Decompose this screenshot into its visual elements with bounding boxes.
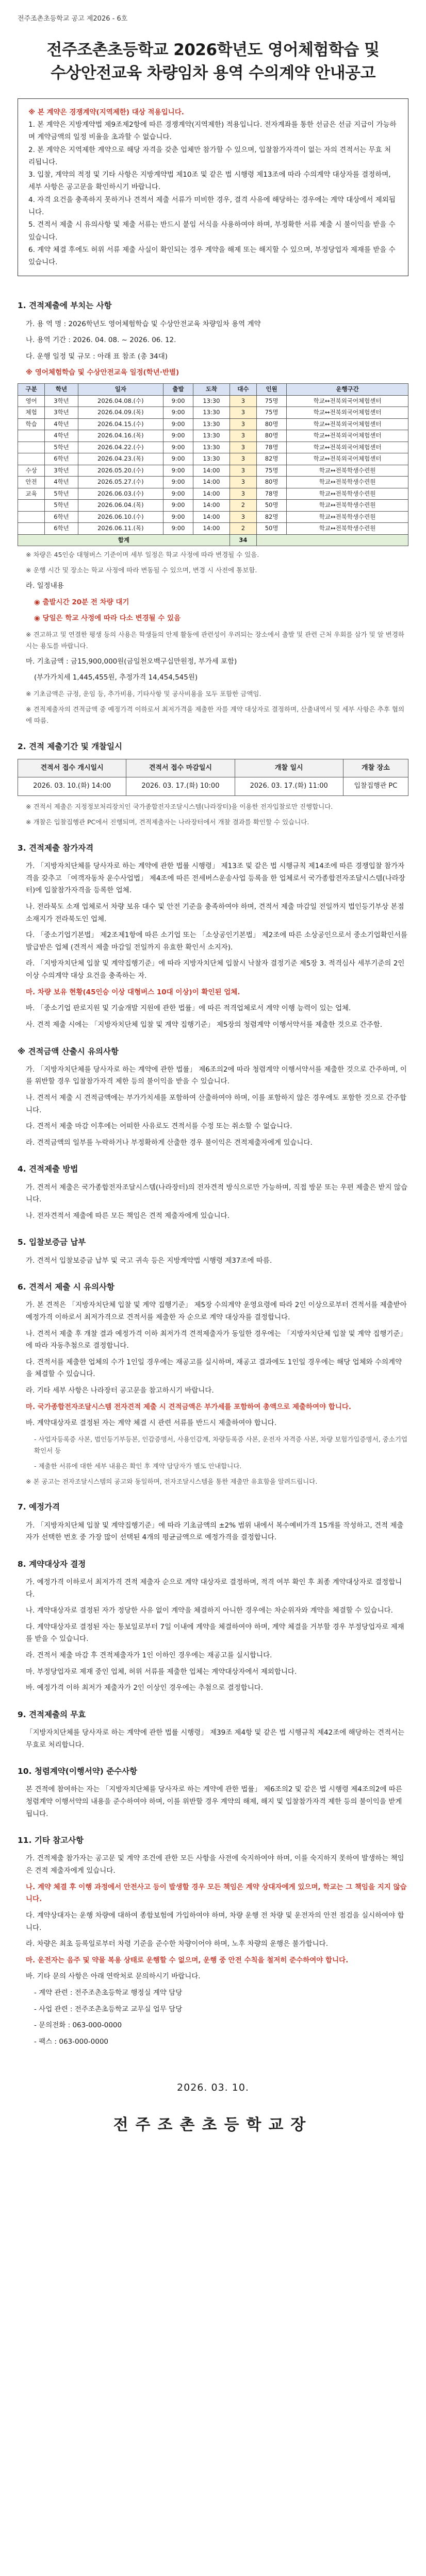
table-cell xyxy=(18,511,45,523)
table-cell: 학교↔전북외국어체험센터 xyxy=(287,407,408,419)
col-header: 대수 xyxy=(230,384,256,396)
table-cell: 학습 xyxy=(18,418,45,430)
table-row xyxy=(18,442,408,453)
table-cell: 학교↔전북외국어체험센터 xyxy=(287,453,408,465)
col-header: 견적서 접수 개시일시 xyxy=(18,759,126,777)
highlight-note: 마. 국가종합전자조달시스템 전자견적 제출 시 견적금액은 부가세를 포함하여 총액으로 제출하여야 합니다. xyxy=(26,1402,352,1411)
table-cell: 2026.04.22.(수) xyxy=(78,442,163,453)
para: 나. 전라북도 소재 업체로서 차량 보유 대수 및 안전 기준을 충족하여야 하며, 견적서 제출 마감일 전일까지 법인등기부상 본점 소재지가 전라북도인 업체. xyxy=(26,902,404,923)
col-header: 개찰 일시 xyxy=(235,759,343,777)
table-cell: 3학년 xyxy=(45,395,78,407)
table-cell: 50명 xyxy=(256,523,286,535)
total-empty xyxy=(256,534,408,546)
schedule-table xyxy=(18,383,408,546)
table-cell: 3 xyxy=(230,477,256,488)
table-cell: 2026.04.23.(목) xyxy=(78,453,163,465)
note: ※ 운행 시간 및 장소는 학교 사정에 따라 변동될 수 있으며, 변경 시 사전에 통보함. xyxy=(26,566,257,574)
table-row xyxy=(18,488,408,500)
para: 「지방자치단체를 당사자로 하는 계약에 관한 법률 시행령」 제39조 제4항 및 같은 법 시행규칙 제42조에 해당하는 견적서는 무효로 처리합니다. xyxy=(26,1728,405,1749)
para: 가. 「지방자치단체를 당사자로 하는 계약에 관한 법률 시행령」 제13조 및 같은 법 시행규칙 제14조에 따른 경쟁입찰 참가자격을 갖추고 「여객자동차 운수사업법」 제4조에 따른 전세버스운송사업 등록을 한 업체로서 국가종합전자조달시스템(나라장터)에 입찰참가자격을 등록한 업체. xyxy=(26,862,405,895)
para: 다. 「중소기업기본법」 제2조제1항에 따른 소기업 또는 「소상공인기본법」 제2조에 따른 소상공인으로서 중소기업확인서를 발급받은 업체 (견적서 제출 마감일 전일까지 유효한 확인서 소지자). xyxy=(26,931,407,952)
table-cell: 75명 xyxy=(256,407,286,419)
para: 라. 견적서 제출 마감 후 견적제출자가 1인 이하인 경우에는 재공고를 실시합니다. xyxy=(26,1651,272,1660)
table-cell: 2026.05.20.(수) xyxy=(78,465,163,477)
table-cell: 75명 xyxy=(256,465,286,477)
table-cell: 2026.04.16.(목) xyxy=(78,430,163,442)
note: - 사업자등록증 사본, 법인등기부등본, 인감증명서, 사용인감계, 차량등록증 사본, 운전자 자격증 사본, 차량 보험가입증명서, 중소기업확인서 등 xyxy=(34,1435,407,1454)
table-header-row xyxy=(18,384,408,396)
note: - 제출한 서류에 대한 세부 내용은 확인 후 계약 담당자가 별도 안내합니다. xyxy=(34,1462,242,1470)
table-cell: 2026. 03. 10.(화) 14:00 xyxy=(18,777,126,796)
table-cell: 82명 xyxy=(256,453,286,465)
contact-line: - 문의전화 : 063-000-0000 xyxy=(34,2021,122,2030)
para: 가. 예정가격 이하로서 최저가격 견적 제출자 순으로 계약 대상자로 결정하며, 적격 여부 확인 후 최종 계약대상자로 결정합니다. xyxy=(26,1578,402,1599)
legal-box-line: 5. 견적서 제출 시 유의사항 및 제출 서류는 반드시 붙임 서식을 사용하여야 하며, 부정확한 서류 제출 시 불이익을 받을 수 있습니다. xyxy=(28,221,396,242)
legal-box-line: 1. 본 계약은 지방계약법 제9조제2항에 따른 경쟁계약(지역제한) 적용입니다. 전자계좌를 통한 선금은 선금 지급이 가능하며 계약금액의 일정 비율을 초과할 수 없습니다. xyxy=(28,120,397,142)
section-3b xyxy=(18,1045,408,1149)
table-total-row xyxy=(18,534,408,546)
schedule-body xyxy=(18,395,408,534)
para: 다. 계약상대자는 운행 차량에 대하여 종합보험에 가입하여야 하며, 차량 운행 전 차량 및 운전자의 안전 점검을 실시하여야 합니다. xyxy=(26,1911,404,1932)
table-row xyxy=(18,395,408,407)
table-cell xyxy=(18,523,45,535)
table-cell: 14:00 xyxy=(193,511,230,523)
section-title: 9. 견적제출의 무효 xyxy=(18,1709,86,1719)
col-header: 일자 xyxy=(78,384,163,396)
section-title: 10. 청렴계약(이행서약) 준수사항 xyxy=(18,1767,138,1776)
section-8 xyxy=(18,1557,408,1694)
para: 나. 계약대상자로 결정된 자가 정당한 사유 없이 계약을 체결하지 아니한 경우에는 차순위자와 계약을 체결할 수 있습니다. xyxy=(26,1606,393,1615)
col-header: 학년 xyxy=(45,384,78,396)
table-cell: 9:00 xyxy=(163,500,193,512)
para: 마. 부정당업자로 제재 중인 업체, 허위 서류를 제출한 업체는 계약대상자에서 제외합니다. xyxy=(26,1667,297,1676)
legal-box-line: 2. 본 계약은 지역제한 계약으로 해당 자격을 갖춘 업체만 참가할 수 있으며, 입찰참가자격이 없는 자의 견적서는 무효 처리됩니다. xyxy=(28,145,391,166)
table-cell: 14:00 xyxy=(193,523,230,535)
para: (부가가치세 1,445,455원, 추정가격 14,454,545원) xyxy=(34,673,198,682)
table-cell: 13:30 xyxy=(193,453,230,465)
contact-line: - 계약 관련 : 전주조촌초등학교 행정실 계약 담당 xyxy=(34,1989,183,1997)
table-cell: 14:00 xyxy=(193,488,230,500)
table-cell: 2026. 03. 17.(화) 10:00 xyxy=(126,777,235,796)
table-cell: 14:00 xyxy=(193,477,230,488)
table-cell: 75명 xyxy=(256,395,286,407)
table-cell: 2026.05.27.(수) xyxy=(78,477,163,488)
table-cell: 수상 xyxy=(18,465,45,477)
para: 바. 기타 문의 사항은 아래 연락처로 문의하시기 바랍니다. xyxy=(26,1972,201,1981)
para: 라. 「지방자치단체 입찰 및 계약집행기준」에 따라 지방자치단체 입찰시 낙찰자 결정기준 제5장 3. 적격심사 세부기준의 2인 이상 수의계약 대상 요건을 충족하는 자. xyxy=(26,959,405,980)
para: 나. 견적서 제출 시 견적금액에는 부가가치세를 포함하여 산출하여야 하며, 이를 포함하지 않은 경우에도 포함한 것으로 간주합니다. xyxy=(26,1093,407,1114)
table-cell: 9:00 xyxy=(163,465,193,477)
table-cell: 교육 xyxy=(18,488,45,500)
col-header: 구분 xyxy=(18,384,45,396)
table-cell: 학교↔전북학생수련원 xyxy=(287,500,408,512)
table-cell: 14:00 xyxy=(193,500,230,512)
highlight-note: 나. 계약 체결 후 이행 과정에서 안전사고 등이 발생할 경우 모든 책임은 계약 상대자에게 있으며, 학교는 그 책임을 지지 않습니다. xyxy=(26,1883,407,1904)
table-cell: 2026.04.08.(수) xyxy=(78,395,163,407)
para: 나. 전자견적서 제출에 따른 모든 책임은 견적 제출자에게 있습니다. xyxy=(26,1211,230,1220)
table-cell: 5학년 xyxy=(45,488,78,500)
page-title xyxy=(18,39,408,85)
table-cell: 13:30 xyxy=(193,430,230,442)
para: 가. 견적서 입찰보증금 납부 및 국고 귀속 등은 지방계약법 시행령 제37조에 따름. xyxy=(26,1256,272,1265)
table-cell: 2026.06.04.(목) xyxy=(78,500,163,512)
table-cell: 학교↔전북외국어체험센터 xyxy=(287,418,408,430)
section-title: 3. 견적제출 참가자격 xyxy=(18,843,94,853)
table-cell: 6학년 xyxy=(45,523,78,535)
table-cell: 78명 xyxy=(256,488,286,500)
table-row xyxy=(18,523,408,535)
table-cell: 2026.04.09.(목) xyxy=(78,407,163,419)
table-cell xyxy=(18,442,45,453)
para: 사. 견적 제출 시에는 「지방자치단체 입찰 및 계약 집행기준」 제5장의 청렴계약 이행서약서를 제출한 것으로 간주함. xyxy=(26,1020,383,1029)
section-title: 5. 입찰보증금 납부 xyxy=(18,1238,86,1247)
col-header: 운행구간 xyxy=(287,384,408,396)
table-cell: 3 xyxy=(230,511,256,523)
section-title: 2. 견적 제출기간 및 개찰일시 xyxy=(18,741,122,751)
col-header: 출발 xyxy=(163,384,193,396)
table-row xyxy=(18,418,408,430)
para: 가. 「지방자치단체 입찰 및 계약집행기준」에 따라 기초금액의 ±2% 범위 내에서 복수예비가격 15개를 작성하고, 견적 제출자가 선택한 번호 중 가장 많이 선택된 4개의 평균금액으로 예정가격을 결정합니다. xyxy=(26,1521,404,1542)
section-title: ※ 견적금액 산출시 유의사항 xyxy=(18,1046,119,1056)
table-cell: 학교↔전북외국어체험센터 xyxy=(287,430,408,442)
table-cell: 3 xyxy=(230,407,256,419)
table-header-row xyxy=(18,759,408,777)
para: 바. 예정가격 이하 최저가 제출자가 2인 이상인 경우에는 추첨으로 결정합니다. xyxy=(26,1684,264,1692)
table-cell: 80명 xyxy=(256,430,286,442)
legal-box-line: 6. 계약 체결 후에도 허위 서류 제출 사실이 확인되는 경우 계약을 해제 또는 해지할 수 있으며, 부정당업자 제재를 받을 수 있습니다. xyxy=(28,245,396,267)
table-cell: 9:00 xyxy=(163,407,193,419)
table-cell: 영어 xyxy=(18,395,45,407)
table-cell: 3 xyxy=(230,418,256,430)
section-title: 1. 견적제출에 부치는 사항 xyxy=(18,301,112,311)
table-cell: 2026.06.03.(수) xyxy=(78,488,163,500)
table-cell: 9:00 xyxy=(163,511,193,523)
table-cell: 학교↔전북학생수련원 xyxy=(287,465,408,477)
section-3 xyxy=(18,841,408,1031)
table-cell: 82명 xyxy=(256,511,286,523)
table-cell: 학교↔전북학생수련원 xyxy=(287,523,408,535)
section-title: 7. 예정가격 xyxy=(18,1502,60,1512)
table-row xyxy=(18,477,408,488)
para: 다. 운행 일정 및 규모 : 아래 표 참조 (총 34대) xyxy=(26,352,168,361)
table-cell: 3 xyxy=(230,430,256,442)
table-cell: 13:30 xyxy=(193,418,230,430)
note: ※ 견고하고 및 연결한 평생 등의 사용은 학생들의 안제 활동에 관련성이 우려되는 장소에서 출발 및 관련 근처 우회를 삼가 및 알 변경하시는 용도를 바랍니다. xyxy=(26,630,404,650)
total-value: 34 xyxy=(230,534,256,546)
table-cell: 13:30 xyxy=(193,395,230,407)
table-cell: 4학년 xyxy=(45,430,78,442)
para: 나. 견적서 제출 후 개찰 결과 예정가격 이하 최저가격 견적제출자가 동일한 경우에는 「지방자치단체 입찰 및 계약 집행기준」에 따라 자동추첨으로 결정합니다. xyxy=(26,1329,407,1350)
table-cell: 13:30 xyxy=(193,442,230,453)
contact-line: - 사업 관련 : 전주조촌초등학교 교무실 업무 담당 xyxy=(34,2005,183,2013)
highlight-note: ◉ 당일은 학교 사정에 따라 다소 변경될 수 있음 xyxy=(34,614,181,623)
col-header: 견적서 접수 마감일시 xyxy=(126,759,235,777)
notice-date: 2026. 03. 10. xyxy=(177,2081,249,2093)
para: 다. 견적서를 제출한 업체의 수가 1인일 경우에는 재공고를 실시하며, 재공고 결과에도 1인일 경우에는 해당 업체와 수의계약을 체결할 수 있습니다. xyxy=(26,1358,402,1379)
para: 가. 「지방자치단체를 당사자로 하는 계약에 관한 법률」 제6조의2에 따라 청렴계약 이행서약서를 제출한 것으로 간주하며, 이를 위반할 경우 입찰참가자격 제한 등의 불이익을 받을 수 있습니다. xyxy=(26,1065,407,1086)
para: 가. 견적제출 참가자는 공고문 및 계약 조건에 관한 모든 사항을 사전에 숙지하여야 하며, 이를 숙지하지 못하여 발생하는 책임은 견적 제출자에게 있습니다. xyxy=(26,1854,404,1875)
col-header: 인원 xyxy=(256,384,286,396)
table-cell: 2026.06.10.(수) xyxy=(78,511,163,523)
table-cell: 5학년 xyxy=(45,442,78,453)
table-cell: 9:00 xyxy=(163,395,193,407)
table-row xyxy=(18,511,408,523)
para: 라. 차량은 최초 등록일로부터 차령 기준을 준수한 차량이어야 하며, 노후 차량의 운행은 불가합니다. xyxy=(26,1940,329,1948)
para: 본 견적에 참여하는 자는 「지방자치단체를 당사자로 하는 계약에 관한 법률」 제6조의2 및 같은 법 시행령 제4조의2에 따른 청렴계약 이행서약의 내용을 준수하여야 하며, 이를 위반할 경우 계약의 해제, 해지 및 입찰참가자격 제한 등의 불이익을 받게 됩니다. xyxy=(26,1785,402,1818)
table-cell: 3 xyxy=(230,488,256,500)
table-cell: 3 xyxy=(230,442,256,453)
table-cell: 2026. 03. 17.(화) 11:00 xyxy=(235,777,343,796)
contact-line: - 팩스 : 063-000-0000 xyxy=(34,2037,109,2046)
table-cell: 4학년 xyxy=(45,418,78,430)
table-row xyxy=(18,465,408,477)
table-cell: 3 xyxy=(230,453,256,465)
legal-box-line: 4. 자격 요건을 충족하지 못하거나 견적서 제출 서류가 미비한 경우, 결격 사유에 해당하는 경우에는 계약 대상에서 제외됩니다. xyxy=(28,195,396,216)
table-cell: 학교↔전북외국어체험센터 xyxy=(287,395,408,407)
section-title: 6. 견적서 제출 시 유의사항 xyxy=(18,1282,114,1292)
section-title: 8. 계약대상자 결정 xyxy=(18,1559,86,1569)
table-cell: 2 xyxy=(230,500,256,512)
table-cell: 80명 xyxy=(256,418,286,430)
table-cell: 9:00 xyxy=(163,418,193,430)
table-cell: 학교↔전북학생수련원 xyxy=(287,477,408,488)
table-row xyxy=(18,453,408,465)
section-5 xyxy=(18,1235,408,1267)
section-title: 11. 기타 참고사항 xyxy=(18,1836,84,1845)
legal-box-line: 3. 입찰, 계약의 적정 및 기타 사항은 지방계약법 제10조 및 같은 법 시행령 제13조에 따라 수의계약 대상자를 결정하며, 세부 사항은 공고문을 확인하시기 바랍니다. xyxy=(28,171,391,192)
table-cell: 50명 xyxy=(256,500,286,512)
table-cell: 9:00 xyxy=(163,442,193,453)
table-cell: 학교↔전북외국어체험센터 xyxy=(287,442,408,453)
total-label: 합계 xyxy=(18,534,230,546)
note: ※ 기초금액은 규정, 운임 등, 추가비용, 기타사항 및 공사비용을 모두 포함한 금액임. xyxy=(26,689,261,698)
table-row xyxy=(18,430,408,442)
table-cell: 9:00 xyxy=(163,430,193,442)
para: 가. 용 역 명 : 2026학년도 영어체험학습 및 수상안전교육 차량임차 용역 계약 xyxy=(26,319,261,328)
table-cell: 입찰집행관 PC xyxy=(343,777,408,796)
title-line-2: 수상안전교육 차량임차 용역 수의계약 안내공고 xyxy=(50,63,376,82)
col-header: 개찰 장소 xyxy=(343,759,408,777)
para: 나. 용역 기간 : 2026. 04. 08. ~ 2026. 06. 12. xyxy=(26,336,176,345)
note: ※ 견적서 제출은 지정정보처리장치인 국가종합전자조달시스템(나라장터)을 이용한 전자입찰로만 진행합니다. xyxy=(26,803,333,811)
section-1 xyxy=(18,299,408,726)
section-7 xyxy=(18,1500,408,1544)
title-line-1: 전주조촌초등학교 2026학년도 영어체험학습 및 xyxy=(46,40,380,59)
note: ※ 견적제출자의 견적금액 중 예정가격 이하로서 최저가격을 제출한 자를 계약 대상자로 결정하며, 산출내역서 및 세부 사항은 추후 협의에 따름. xyxy=(26,705,405,724)
para: 가. 본 견적은 「지방자치단체 입찰 및 계약 집행기준」 제5장 수의계약 운영요령에 따라 2인 이상으로부터 견적서를 제출받아 예정가격 이하로서 최저가격으로 견적서를 제출한 자 순으로 계약 대상자를 결정합니다. xyxy=(26,1301,407,1321)
highlight-note: 마. 차량 보유 현황(45인승 이상 대형버스 10대 이상)이 확인된 업체. xyxy=(26,988,240,996)
table-cell xyxy=(18,453,45,465)
table-cell: 13:30 xyxy=(193,407,230,419)
table-cell: 3 xyxy=(230,395,256,407)
section-10 xyxy=(18,1765,408,1820)
table-cell: 78명 xyxy=(256,442,286,453)
table-cell: 9:00 xyxy=(163,453,193,465)
table-cell: 2026.04.15.(수) xyxy=(78,418,163,430)
table-cell: 2 xyxy=(230,523,256,535)
section-6 xyxy=(18,1280,408,1487)
para: 라. 견적금액의 일부를 누락하거나 부정확하게 산출한 경우 불이익은 견적제출자에게 있습니다. xyxy=(26,1138,313,1147)
schedule-heading: ※ 영어체험학습 및 수상안전교육 일정(학년·반별) xyxy=(26,368,179,377)
note: ※ 차량은 45인승 대형버스 기준이며 세부 일정은 학교 사정에 따라 변경될 수 있음. xyxy=(26,551,259,559)
table-row xyxy=(18,407,408,419)
para: 라. 일정내용 xyxy=(26,582,64,590)
legal-notice-box xyxy=(18,98,408,277)
section-2 xyxy=(18,740,408,828)
table-cell: 4학년 xyxy=(45,477,78,488)
highlight-note: ◉ 출발시간 20분 전 차량 대기 xyxy=(34,598,129,606)
table-cell: 9:00 xyxy=(163,488,193,500)
table-cell: 학교↔전북학생수련원 xyxy=(287,511,408,523)
para: 다. 계약대상자로 결정된 자는 통보일로부터 7일 이내에 계약을 체결하여야 하며, 계약 체결을 거부할 경우 부정당업자로 제재를 받을 수 있습니다. xyxy=(26,1622,404,1643)
highlight-note: 마. 운전자는 음주 및 약물 복용 상태로 운행할 수 없으며, 운행 중 안전 수칙을 철저히 준수하여야 합니다. xyxy=(26,1956,349,1964)
table-row xyxy=(18,500,408,512)
section-title: 4. 견적제출 방법 xyxy=(18,1164,78,1174)
para: 다. 견적서 제출 마감 이후에는 어떠한 사유로도 견적서를 수정 또는 취소할 수 없습니다. xyxy=(26,1122,292,1131)
table-cell: 9:00 xyxy=(163,477,193,488)
table-cell: 14:00 xyxy=(193,465,230,477)
para: 바. 「중소기업 판로지원 및 기술개발 지원에 관한 법률」에 따른 적격업체로서 계약 이행 능력이 있는 업체. xyxy=(26,1004,351,1013)
table-cell: 9:00 xyxy=(163,523,193,535)
notice-number: 전주조촌초등학교 공고 제2026 - 6호 xyxy=(18,15,128,23)
table-cell: 2026.06.11.(목) xyxy=(78,523,163,535)
table-cell: 6학년 xyxy=(45,511,78,523)
para: 라. 기타 세부 사항은 나라장터 공고문을 참고하시기 바랍니다. xyxy=(26,1386,214,1395)
table-cell: 안전 xyxy=(18,477,45,488)
table-row xyxy=(18,777,408,796)
table-cell: 체험 xyxy=(18,407,45,419)
table-cell: 학교↔전북학생수련원 xyxy=(287,488,408,500)
para: 바. 계약대상자로 결정된 자는 계약 체결 시 관련 서류를 반드시 제출하여야 합니다. xyxy=(26,1419,277,1428)
signature: 전주조촌초등학교장 xyxy=(113,2115,313,2134)
table-cell xyxy=(18,500,45,512)
section-4 xyxy=(18,1162,408,1222)
note: ※ 본 공고는 전자조달시스템의 공고와 동일하며, 전자조달시스템을 통한 제출만 유효함을 알려드립니다. xyxy=(26,1477,318,1485)
section-9 xyxy=(18,1708,408,1751)
legal-box-line: ※ 본 계약은 경쟁계약(지역제한) 대상 적용입니다. xyxy=(28,108,184,116)
table-cell: 80명 xyxy=(256,477,286,488)
table-cell xyxy=(18,430,45,442)
table-cell: 3학년 xyxy=(45,465,78,477)
table-cell: 5학년 xyxy=(45,500,78,512)
period-table xyxy=(18,759,408,796)
note: ※ 개찰은 입찰집행관 PC에서 진행되며, 견적제출자는 나라장터에서 개찰 결과를 확인할 수 있습니다. xyxy=(26,818,309,826)
para: 가. 견적서 제출은 국가종합전자조달시스템(나라장터)의 전자견적 방식으로만 가능하며, 직접 방문 또는 우편 제출은 받지 않습니다. xyxy=(26,1183,407,1204)
para: 마. 기초금액 : 금15,900,000원(금일천오백구십만원정, 부가세 포함) xyxy=(26,657,237,666)
table-cell: 3학년 xyxy=(45,407,78,419)
table-cell: 3 xyxy=(230,465,256,477)
section-11 xyxy=(18,1834,408,2048)
table-cell: 6학년 xyxy=(45,453,78,465)
col-header: 도착 xyxy=(193,384,230,396)
